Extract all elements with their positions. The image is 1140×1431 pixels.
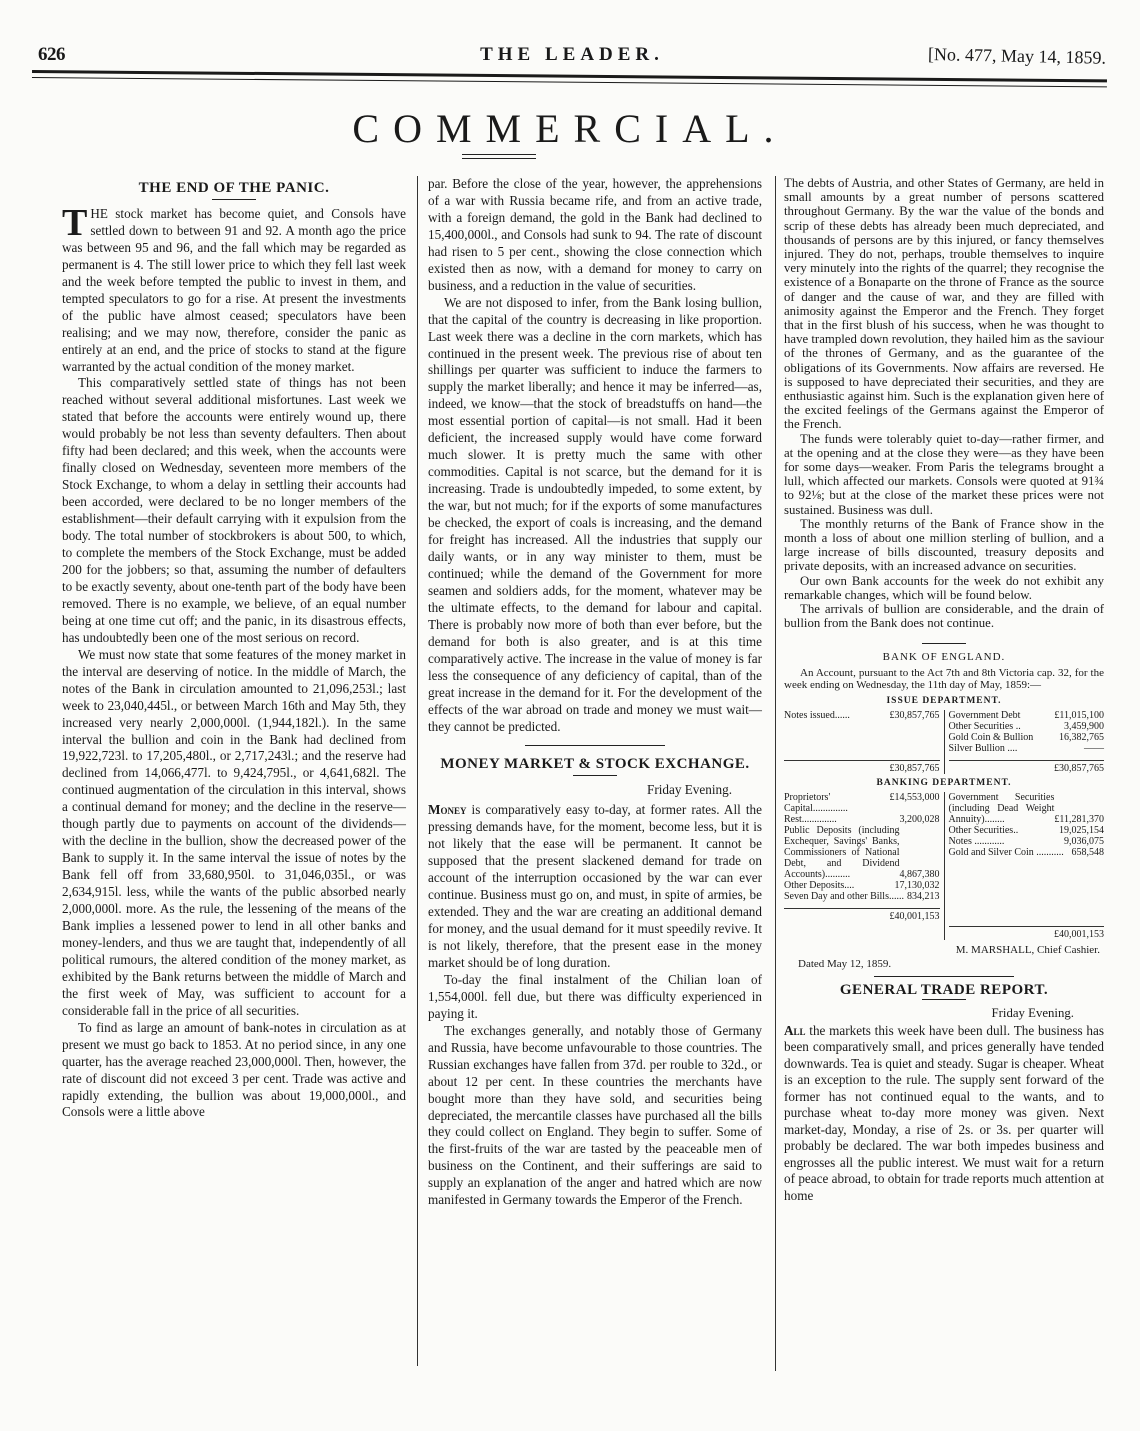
bank-of-england-title: BANK OF ENGLAND. bbox=[882, 650, 1006, 663]
issue-assets bbox=[945, 710, 1105, 774]
table-row: Other Securities .. 3,459,900 bbox=[948, 720, 1104, 732]
paragraph: We must now state that some features of the money market in the interval are deserving of notice. In the middle of March, the notes of the Bank in circulation amounted to 21,096,253l.; last week to 23,040,445l., or between March 16th and May 5th, they increased very nearly 2,000,000l. (1,944,182l.). In the same interval the bullion and coin in the Bank had declined from 19,922,723l. to 17,205,480l., or 2,717,243l.; and the reserve had declined from 14,066,477l. to 9,424,795l., or 4,641,682l. The continued augmentation of the circulation in this interval, shows a continual demand for money; and the decline in the reserve—though partly due to payments on account of the dividends—with the decline in the bullion, show the decreased power of the Bank to supply it. In the same interval the issue of notes by the Bank fell off from 33,680,950l. to 31,046,035l., or was 2,634,915l. less, while the wants of the public absorbed nearly 2,000,000l. more. As the rule, the lessening of the means of the Bank implies a lessened power to lend in all other banks and money-lenders, and thus we are taught that, independently of all political rumours, the altered condition of the money market, as exhibited by the Bank returns between the middle of March and the first week of May, was sufficient to account for a considerable fall in the price of all securities. bbox=[62, 646, 406, 1018]
paragraph: To find as large an amount of bank-notes in circulation as at present we must go back to 1853. At no period since, in any one quarter, has the average reached 23,000,000l. Then, however, the rate of discount did not exceed 3 per cent. Trade was active and rapidly extending, the bullion was about 19,000,000l., and Consols were a little above bbox=[62, 1019, 406, 1120]
article-divider bbox=[874, 976, 1014, 977]
banking-total-right: £40,001,153 bbox=[949, 926, 1105, 940]
issue-info: [No. 477, May 14, 1859. bbox=[927, 44, 1107, 68]
paragraph: Money is comparatively easy to-day, at former rates. All the pressing demands have, for the moment, become less, but it is not likely that the ease will be permanent. It cannot be supposed that the present slackened demand for trade on account of the interruption occasioned by the war can ever continue. Business must go on, and must, in spite of armies, be extended. They and the war are creating an additional demand for money, and the usual demand for it must speedily revive. It is not likely, therefore, that the present ease in the money market should be of long duration. bbox=[428, 802, 762, 970]
article-title-end-of-panic: THE END OF THE PANIC. bbox=[138, 180, 330, 196]
table-row: Other Securities.. 19,025,154 bbox=[948, 825, 1104, 837]
column-2 bbox=[417, 176, 762, 1366]
publication-title: THE LEADER. bbox=[480, 44, 664, 65]
paragraph: THE stock market has become quiet, and Consols have settled down to between 91 and 92. A month ago the price was between 95 and 96, and the fall which may be regarded as permanent is 4. The still lower price to which they fell last week and the week before tempted the public to invest in them, and tempted speculators to go for a rise. At present the investments of the public have almost ceased; speculators have been realising; and we may now, therefore, consider the panic as entirely at an end, and the price of stocks to stand at the figure warranted by the actual condition of the money market. bbox=[62, 201, 406, 374]
table-row: Public Deposits (including Exchequer, Savings' Banks, Commissioners of National Debt, and Dividend Accounts).......... 4,867,380 bbox=[784, 825, 940, 881]
table-row: Notes issued...... £30,857,765 bbox=[784, 709, 940, 721]
section-rule bbox=[462, 154, 536, 159]
running-head bbox=[32, 44, 1112, 68]
column-1 bbox=[62, 176, 406, 1121]
table-row: Rest.............. 3,200,028 bbox=[784, 814, 940, 826]
paragraph: This comparatively settled state of things has not been reached without several additional misfortunes. Last week we stated that before the accounts were entirely wound up, there would probably be not less than seventy defaulters. Then about fifty had been declared; and this week, when the accounts were finally closed on Wednesday, seventeen more members of the Stock Exchange, to whom a delay in settling their accounts had been accorded, were declared to be no longer members of the establishment—their default carrying with it expulsion from the body. The total number of stockbrokers is about 500, to which, to complete the members of the Stock Exchange, must be added 200 for the jobbers; so that, assuming the number of defaulters to be exactly seventy, about one-tenth part of the body have been removed. There is no example, we believe, of an equal number being at one time cut off; and the panic, in its disastrous effects, has undoubtedly been one of the most serious on record. bbox=[62, 375, 406, 645]
paragraph: We are not disposed to infer, from the Bank losing bullion, that the capital of the country is decreasing in like proportion. Last week there was a decline in the corn markets, which has continued in the present week. The previous rise of about ten shillings per quarter was sufficient to induce the farmers to supply the market liberally; and hence it may be inferred—as, indeed, we know—that the stock of breadstuffs on hand—the most essential portion of capital—is not small. Had it been deficient, the increased supply would have come forward much slower. It is pretty much the same with other commodities. Capital is not scarce, but the demand for it is increasing. Trade is undoubtedly impeded, to some extent, by the war, but not much; for if the exports of some manufactures be checked, the export of coals is increasing, and the demand for freight has increased. All the industries that supply our daily wants, or in any way minister to them, must be continued; while the demand of the Government for more seamen and soldiers adds, for the moment, whatever may be the ultimate effects, to the demand for labour and capital. There is probably now more of both than ever before, but the demand for both is also greater, and is at this time comparatively active. The increase in the value of money is far less the consequence of any deficiency of capital, than of the great increase in the demand for it. For the development of the effects of the war abroad on trade and money we must wait—they cannot be predicted. bbox=[428, 294, 762, 734]
table-row: Proprietors' Capital.............. £14,553,000 bbox=[784, 792, 940, 815]
dateline: Friday Evening. bbox=[991, 1005, 1074, 1020]
table-row: Gold Coin & Bullion 16,382,765 bbox=[948, 731, 1104, 743]
paragraph: The arrivals of bullion are considerable, and the drain of bullion from the Bank does not continue. bbox=[784, 602, 1104, 631]
lead-word: All bbox=[784, 1022, 806, 1038]
title-rule bbox=[922, 999, 966, 1000]
article-title-general-trade: GENERAL TRADE REPORT. bbox=[839, 981, 1049, 998]
page-number: 626 bbox=[38, 44, 65, 65]
table-row: Notes ............ 9,036,075 bbox=[948, 836, 1104, 848]
lead-word: Money bbox=[428, 802, 467, 818]
paragraph: The debts of Austria, and other States of Germany, are held in small amounts by a great number of persons scattered throughout Germany. By the war the value of the bonds and scrip of these debts has already been much depreciated, and thousands of persons are by this injured, or fancy themselves injured. They do not, perhaps, trouble themselves to inquire very minutely into the rights of the quarrel; they recognise the existence of a Bonaparte on the throne of France as the source of danger and the cause of war, and they are filled with animosity against the Emperor and the French. They forget that in the first blush of his success, when he was thought to have trampled down revolution, they hailed him as the saviour of the thrones of Germany, and as the guarantee of the obligations of its Governments. Now affairs are reversed. He is supposed to have depreciated their securities, and they are enthusiastic against him. Such is the explanation given here of the excited feelings of the Germans against the Emperor of the French. bbox=[784, 176, 1104, 432]
paragraph: The monthly returns of the Bank of France show in the month a loss of about one million sterling of bullion, and a large increase of bills discounted, treasury deposits and private deposits, with an increased advance on securities. bbox=[784, 516, 1104, 574]
section-title: COMMERCIAL. bbox=[352, 106, 788, 151]
banking-total-left: £40,001,153 bbox=[784, 908, 940, 922]
table-row: Other Deposits.... 17,130,032 bbox=[784, 880, 940, 892]
paragraph: To-day the final instalment of the Chilian loan of 1,554,000l. fell due, but there was difficulty experienced in paying it. bbox=[428, 971, 762, 1021]
issue-liabilities bbox=[784, 710, 945, 774]
issue-department-title: ISSUE DEPARTMENT. bbox=[886, 695, 1002, 706]
issue-total-left: £30,857,765 bbox=[784, 760, 940, 774]
title-rule bbox=[212, 199, 256, 200]
paragraph: The exchanges generally, and notably those of Germany and Russia, have become unfavourable to those countries. The Russian exchanges have fallen from 37d. per rouble to 32d., or about 12 per cent. In these countries the merchants have bought more than they have sold, and securities being depreciated, the mercantile classes have purchased all the bills they could collect on England. They begin to suffer. Some of the first-fruits of the war are tasted by the peaceable men of business on the Continent, and their sufferings are said to supply an explanation of the anger and hatred which are now manifested in Germany towards the Emperor of the French. bbox=[428, 1022, 762, 1208]
banking-department-title: BANKING DEPARTMENT. bbox=[876, 777, 1012, 788]
table-row: Government Debt £11,015,100 bbox=[948, 709, 1104, 721]
banking-assets bbox=[945, 792, 1105, 940]
banking-liabilities bbox=[784, 792, 945, 940]
paragraph-continued: par. Before the close of the year, however, the apprehensions of a war with Russia became rife, and from an active trade, with a foreign demand, the gold in the Bank had declined to 15,400,000l., and Consols had sunk to 94. The rate of discount had risen to 5 per cent., showing the close connection which existed then as now, with a demand for money to carry on business, and a reduction in the value of securities. bbox=[428, 176, 762, 293]
paragraph: Our own Bank accounts for the week do not exhibit any remarkable changes, which will be found below. bbox=[784, 573, 1104, 602]
title-rule bbox=[573, 775, 617, 776]
paragraph: The funds were tolerably quiet to-day—rather firmer, and at the opening and at the close they were—as they have been for some days—weaker. From Paris the telegrams brought a lull, which affected our markets. Consols were quoted at 91¾ to 92⅛; but at the close of the market these prices were not sustained. Business was dull. bbox=[784, 431, 1104, 517]
column-3 bbox=[775, 176, 1104, 1371]
dated-line: Dated May 12, 1859. bbox=[798, 958, 892, 971]
header-rule bbox=[32, 70, 1107, 87]
divider bbox=[922, 643, 966, 644]
dropcap: T bbox=[62, 201, 88, 244]
banking-department-table bbox=[784, 792, 1104, 940]
issue-total-right: £30,857,765 bbox=[949, 760, 1105, 774]
table-row: Government Securities (including Dead Weight Annuity)........ £11,281,370 bbox=[948, 792, 1104, 826]
issue-department-table bbox=[784, 710, 1104, 774]
dateline: Friday Evening. bbox=[647, 782, 732, 798]
article-divider bbox=[525, 745, 665, 746]
article-title-money-market: MONEY MARKET & STOCK EXCHANGE. bbox=[440, 756, 750, 773]
table-row: Seven Day and other Bills...... 834,213 bbox=[784, 891, 940, 903]
table-row: Silver Bullion .... —— bbox=[948, 742, 1104, 754]
bank-account-intro: An Account, pursuant to the Act 7th and 8th Victoria cap. 32, for the week ending on Wednesday, the 11th day of May, 1859:— bbox=[784, 666, 1104, 692]
table-row: Gold and Silver Coin ........... 658,548 bbox=[948, 847, 1104, 859]
signature: M. MARSHALL, Chief Cashier. bbox=[955, 944, 1100, 957]
paragraph: All the markets this week have been dull. The business has been comparatively small, and prices generally have tended downwards. Tea is quiet and steady. Sugar is cheaper. Wheat is an exception to the rule. The supply sent forward of the former has not continued equal to the wants, and to purchase wheat to-day more money was given. Next market-day, Monday, a rise of 2s. or 3s. per quarter will probably be declared. The war both impedes business and engrosses all the public interest. We must wait for a return of peace abroad, to obtain for trade reports much attention at home bbox=[784, 1022, 1105, 1203]
